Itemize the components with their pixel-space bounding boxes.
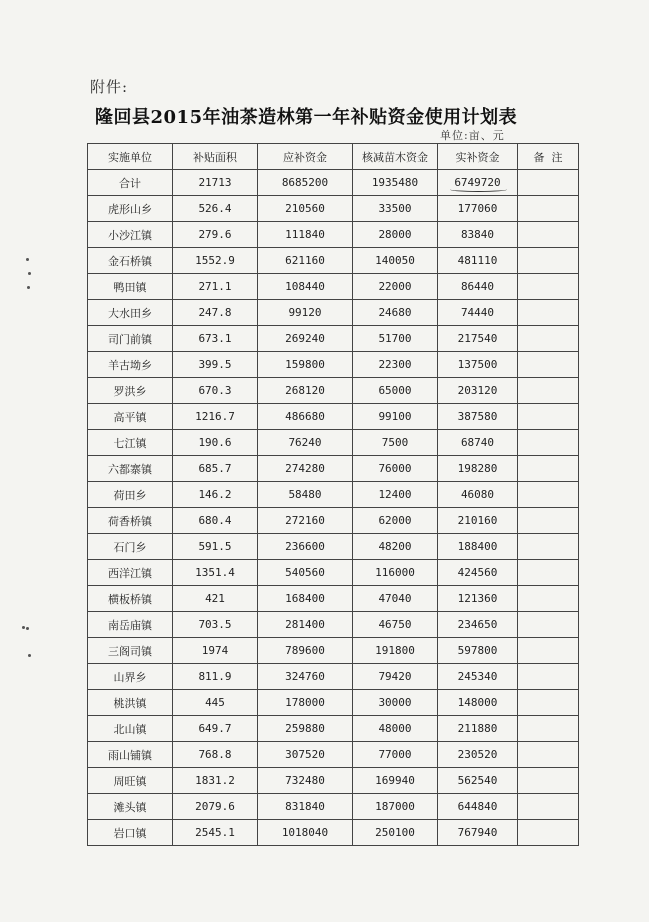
table-cell-area: 421 <box>173 586 258 612</box>
table-cell-due: 259880 <box>258 716 353 742</box>
table-cell-due: 108440 <box>258 274 353 300</box>
table-cell-note <box>518 664 579 690</box>
column-header: 备 注 <box>518 144 579 170</box>
table-header-row <box>88 144 579 170</box>
table-cell-note <box>518 690 579 716</box>
column-header: 实补资金 <box>438 144 518 170</box>
scan-speck <box>26 627 29 630</box>
table-cell-unit: 金石桥镇 <box>88 248 173 274</box>
table-cell-unit: 北山镇 <box>88 716 173 742</box>
table-cell-note <box>518 222 579 248</box>
table-cell-note <box>518 794 579 820</box>
table-row <box>88 508 579 534</box>
table-cell-deduct: 28000 <box>353 222 438 248</box>
table-cell-note <box>518 248 579 274</box>
table-cell-actual: 137500 <box>438 352 518 378</box>
table-cell-note <box>518 404 579 430</box>
table-cell-actual: 245340 <box>438 664 518 690</box>
table-cell-note <box>518 742 579 768</box>
table-cell-actual: 644840 <box>438 794 518 820</box>
table-cell-note <box>518 170 579 196</box>
table-cell-area: 649.7 <box>173 716 258 742</box>
table-cell-actual: 387580 <box>438 404 518 430</box>
table-row <box>88 300 579 326</box>
table-cell-actual: 424560 <box>438 560 518 586</box>
table-cell-area: 526.4 <box>173 196 258 222</box>
table-cell-actual: 230520 <box>438 742 518 768</box>
table-cell-due: 732480 <box>258 768 353 794</box>
table-cell-unit: 鸭田镇 <box>88 274 173 300</box>
table-row <box>88 560 579 586</box>
table-cell-note <box>518 508 579 534</box>
table-row <box>88 690 579 716</box>
table-cell-deduct: 169940 <box>353 768 438 794</box>
table-cell-due: 168400 <box>258 586 353 612</box>
table-cell-due: 236600 <box>258 534 353 560</box>
table-cell-actual: 597800 <box>438 638 518 664</box>
table-cell-due: 789600 <box>258 638 353 664</box>
table-cell-area: 1831.2 <box>173 768 258 794</box>
table-cell-note <box>518 456 579 482</box>
table-row <box>88 326 579 352</box>
table-cell-unit: 虎形山乡 <box>88 196 173 222</box>
table-row <box>88 742 579 768</box>
table-cell-unit: 七江镇 <box>88 430 173 456</box>
scan-speck <box>22 626 25 629</box>
table-cell-unit: 雨山铺镇 <box>88 742 173 768</box>
table-cell-due: 159800 <box>258 352 353 378</box>
table-cell-note <box>518 482 579 508</box>
column-header: 核减苗木资金 <box>353 144 438 170</box>
table-cell-area: 703.5 <box>173 612 258 638</box>
table-cell-due: 324760 <box>258 664 353 690</box>
unit-label: 单位:亩、元 <box>440 129 505 142</box>
document-title: 隆回县2015年油茶造林第一年补贴资金使用计划表 <box>95 107 518 128</box>
table-cell-area: 685.7 <box>173 456 258 482</box>
table-row <box>88 248 579 274</box>
column-header: 实施单位 <box>88 144 173 170</box>
total-actual-underlined: 6749720 <box>454 176 501 189</box>
table-cell-due: 540560 <box>258 560 353 586</box>
table-cell-actual: 234650 <box>438 612 518 638</box>
table-row <box>88 352 579 378</box>
table-cell-actual: 188400 <box>438 534 518 560</box>
table-cell-due: 76240 <box>258 430 353 456</box>
table-row <box>88 820 579 846</box>
table-cell-area: 673.1 <box>173 326 258 352</box>
scan-speck <box>28 272 31 275</box>
table-cell-area: 670.3 <box>173 378 258 404</box>
table-cell-unit: 滩头镇 <box>88 794 173 820</box>
table-cell-deduct: 77000 <box>353 742 438 768</box>
table-cell-deduct: 33500 <box>353 196 438 222</box>
table-cell-unit: 西洋江镇 <box>88 560 173 586</box>
table-cell-deduct: 48200 <box>353 534 438 560</box>
table-cell-area: 768.8 <box>173 742 258 768</box>
table-cell-due: 621160 <box>258 248 353 274</box>
table-cell-actual: 74440 <box>438 300 518 326</box>
table-cell-deduct: 1935480 <box>353 170 438 196</box>
table-cell-unit: 荷田乡 <box>88 482 173 508</box>
table-cell-unit: 周旺镇 <box>88 768 173 794</box>
subsidy-table <box>87 143 579 846</box>
table-cell-actual: 481110 <box>438 248 518 274</box>
table-cell-due: 307520 <box>258 742 353 768</box>
table-row <box>88 430 579 456</box>
table-row <box>88 716 579 742</box>
table-row <box>88 378 579 404</box>
table-cell-note <box>518 300 579 326</box>
table-cell-area: 279.6 <box>173 222 258 248</box>
table-cell-note <box>518 534 579 560</box>
table-cell-deduct: 46750 <box>353 612 438 638</box>
table-cell-due: 831840 <box>258 794 353 820</box>
table-cell-area: 271.1 <box>173 274 258 300</box>
table-cell-deduct: 187000 <box>353 794 438 820</box>
column-header: 补贴面积 <box>173 144 258 170</box>
scan-speck <box>26 258 29 261</box>
scan-speck <box>27 286 30 289</box>
table-cell-due: 210560 <box>258 196 353 222</box>
table-cell-unit: 荷香桥镇 <box>88 508 173 534</box>
table-cell-area: 2545.1 <box>173 820 258 846</box>
table-cell-due: 178000 <box>258 690 353 716</box>
table-cell-deduct: 140050 <box>353 248 438 274</box>
table-cell-actual: 46080 <box>438 482 518 508</box>
table-cell-area: 1216.7 <box>173 404 258 430</box>
table-cell-unit: 岩口镇 <box>88 820 173 846</box>
table-cell-due: 111840 <box>258 222 353 248</box>
table-cell-area: 21713 <box>173 170 258 196</box>
table-cell-area: 811.9 <box>173 664 258 690</box>
table-cell-deduct: 250100 <box>353 820 438 846</box>
table-row <box>88 456 579 482</box>
table-cell-area: 146.2 <box>173 482 258 508</box>
table-cell-area: 247.8 <box>173 300 258 326</box>
table-cell-due: 1018040 <box>258 820 353 846</box>
table-cell-deduct: 22000 <box>353 274 438 300</box>
scan-speck <box>28 654 31 657</box>
table-cell-deduct: 48000 <box>353 716 438 742</box>
table-row <box>88 794 579 820</box>
table-cell-note <box>518 612 579 638</box>
table-cell-unit: 山界乡 <box>88 664 173 690</box>
table-row <box>88 482 579 508</box>
table-cell-unit: 横板桥镇 <box>88 586 173 612</box>
table-row <box>88 404 579 430</box>
table-cell-unit: 三阁司镇 <box>88 638 173 664</box>
table-cell-note <box>518 716 579 742</box>
table-cell-due: 281400 <box>258 612 353 638</box>
table-cell-note <box>518 378 579 404</box>
table-cell-unit: 小沙江镇 <box>88 222 173 248</box>
table-cell-note <box>518 638 579 664</box>
table-cell-unit: 南岳庙镇 <box>88 612 173 638</box>
attachment-label: 附件: <box>90 78 129 96</box>
table-cell-deduct: 24680 <box>353 300 438 326</box>
table-cell-actual: 148000 <box>438 690 518 716</box>
table-row <box>88 768 579 794</box>
table-cell-note <box>518 768 579 794</box>
table-cell-actual: 210160 <box>438 508 518 534</box>
table-row <box>88 274 579 300</box>
table-cell-unit: 羊古坳乡 <box>88 352 173 378</box>
table-cell-note <box>518 586 579 612</box>
table-cell-deduct: 116000 <box>353 560 438 586</box>
table-cell-deduct: 76000 <box>353 456 438 482</box>
table-cell-due: 269240 <box>258 326 353 352</box>
table-row <box>88 638 579 664</box>
table-cell-area: 680.4 <box>173 508 258 534</box>
table-cell-unit: 司门前镇 <box>88 326 173 352</box>
table-row <box>88 664 579 690</box>
table-row-total <box>88 170 579 196</box>
table-cell-due: 58480 <box>258 482 353 508</box>
table-cell-area: 1552.9 <box>173 248 258 274</box>
table-cell-actual: 86440 <box>438 274 518 300</box>
table-cell-actual <box>438 170 518 196</box>
table-cell-note <box>518 326 579 352</box>
table-cell-deduct: 22300 <box>353 352 438 378</box>
table-cell-unit: 桃洪镇 <box>88 690 173 716</box>
table-cell-unit: 高平镇 <box>88 404 173 430</box>
table-cell-note <box>518 274 579 300</box>
table-cell-note <box>518 560 579 586</box>
table-cell-actual: 217540 <box>438 326 518 352</box>
table-cell-deduct: 62000 <box>353 508 438 534</box>
table-cell-deduct: 99100 <box>353 404 438 430</box>
table-row <box>88 586 579 612</box>
table-cell-actual: 203120 <box>438 378 518 404</box>
table-cell-actual: 121360 <box>438 586 518 612</box>
table-cell-area: 190.6 <box>173 430 258 456</box>
table-cell-area: 591.5 <box>173 534 258 560</box>
table-cell-due: 486680 <box>258 404 353 430</box>
table-cell-unit: 六都寨镇 <box>88 456 173 482</box>
table-cell-due: 8685200 <box>258 170 353 196</box>
table-cell-note <box>518 196 579 222</box>
table-cell-due: 268120 <box>258 378 353 404</box>
table-cell-deduct: 65000 <box>353 378 438 404</box>
table-cell-area: 1351.4 <box>173 560 258 586</box>
table-cell-deduct: 47040 <box>353 586 438 612</box>
table-cell-due: 272160 <box>258 508 353 534</box>
table-cell-actual: 211880 <box>438 716 518 742</box>
table-cell-unit: 石门乡 <box>88 534 173 560</box>
table-cell-actual: 767940 <box>438 820 518 846</box>
table-row <box>88 534 579 560</box>
table-cell-actual: 177060 <box>438 196 518 222</box>
table-cell-deduct: 191800 <box>353 638 438 664</box>
table-cell-note <box>518 430 579 456</box>
table-cell-actual: 562540 <box>438 768 518 794</box>
table-row <box>88 196 579 222</box>
table-cell-note <box>518 820 579 846</box>
table-cell-actual: 198280 <box>438 456 518 482</box>
table-cell-due: 99120 <box>258 300 353 326</box>
table-cell-area: 399.5 <box>173 352 258 378</box>
table-cell-unit: 罗洪乡 <box>88 378 173 404</box>
table-row <box>88 222 579 248</box>
table-cell-deduct: 30000 <box>353 690 438 716</box>
table-cell-note <box>518 352 579 378</box>
table-cell-unit: 合计 <box>88 170 173 196</box>
table-cell-deduct: 79420 <box>353 664 438 690</box>
table-cell-deduct: 7500 <box>353 430 438 456</box>
column-header: 应补资金 <box>258 144 353 170</box>
table-cell-area: 445 <box>173 690 258 716</box>
table-row <box>88 612 579 638</box>
table-cell-deduct: 12400 <box>353 482 438 508</box>
table-body <box>88 170 579 846</box>
table-cell-unit: 大水田乡 <box>88 300 173 326</box>
table-cell-actual: 68740 <box>438 430 518 456</box>
table-cell-actual: 83840 <box>438 222 518 248</box>
table-cell-deduct: 51700 <box>353 326 438 352</box>
table-cell-area: 1974 <box>173 638 258 664</box>
table-cell-due: 274280 <box>258 456 353 482</box>
table-cell-area: 2079.6 <box>173 794 258 820</box>
